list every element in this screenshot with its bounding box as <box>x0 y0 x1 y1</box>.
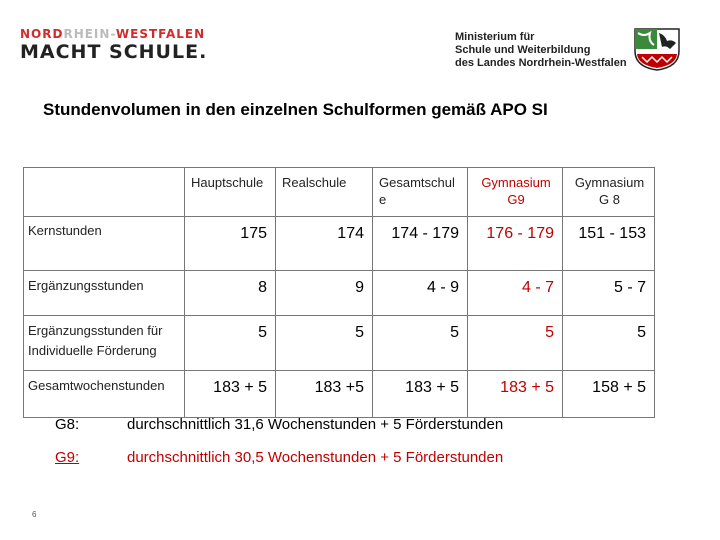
nrw-crest-icon <box>632 27 682 71</box>
table-cell: 9 <box>276 271 373 316</box>
row-label: Ergänzungsstunden für Individuelle Förderung <box>24 316 185 371</box>
note-g9-text: durchschnittlich 30,5 Wochenstunden + 5 Förderstunden <box>127 449 504 466</box>
table-row <box>24 316 655 371</box>
table-cell: 4 - 9 <box>373 271 468 316</box>
hours-table <box>23 167 655 418</box>
table-cell: 5 <box>373 316 468 371</box>
table-cell: 183 + 5 <box>373 371 468 418</box>
table-cell: 8 <box>185 271 276 316</box>
header-gymnasium-g9: Gymnasium G9 <box>468 168 563 217</box>
header-gymnasium-g8: Gymnasium G 8 <box>563 168 655 217</box>
table-cell: 183 + 5 <box>185 371 276 418</box>
slide-number: 6 <box>32 510 37 519</box>
table-cell: 174 <box>276 217 373 271</box>
page-title: Stundenvolumen in den einzelnen Schulformen gemäß APO SI <box>43 100 548 119</box>
logo-line2: MACHT SCHULE. <box>20 41 208 63</box>
table-cell: 5 <box>468 316 563 371</box>
table-cell: 183 + 5 <box>468 371 563 418</box>
note-g8-text: durchschnittlich 31,6 Wochenstunden + 5 Förderstunden <box>127 416 504 433</box>
table-cell: 175 <box>185 217 276 271</box>
header-realschule: Realschule <box>276 168 373 217</box>
logo-line1: NORDRHEIN-WESTFALEN <box>20 27 206 41</box>
corner-cell <box>24 168 185 217</box>
row-label: Ergänzungsstunden <box>24 271 185 316</box>
table-cell: 5 - 7 <box>563 271 655 316</box>
table-cell: 158 + 5 <box>563 371 655 418</box>
row-label: Gesamtwochenstunden <box>24 371 185 418</box>
table-header-row <box>24 168 655 217</box>
note-g8-label: G8: <box>55 416 80 433</box>
table-cell: 5 <box>276 316 373 371</box>
table-row <box>24 371 655 418</box>
table-cell: 151 - 153 <box>563 217 655 271</box>
nrw-logo <box>20 27 207 63</box>
table-cell: 176 - 179 <box>468 217 563 271</box>
table-cell: 183 +5 <box>276 371 373 418</box>
table-cell: 5 <box>185 316 276 371</box>
table-cell: 5 <box>563 316 655 371</box>
row-label: Kernstunden <box>24 217 185 271</box>
header-hauptschule: Hauptschule <box>185 168 276 217</box>
table-row <box>24 217 655 271</box>
table-cell: 174 - 179 <box>373 217 468 271</box>
table-row <box>24 271 655 316</box>
ministry-name: Ministerium für Schule und Weiterbildung des Landes Nordrhein-Westfalen <box>455 31 627 69</box>
table-cell: 4 - 7 <box>468 271 563 316</box>
note-g9-label: G9: <box>55 449 80 466</box>
header-gesamtschule: Gesamtschul e <box>373 168 468 217</box>
